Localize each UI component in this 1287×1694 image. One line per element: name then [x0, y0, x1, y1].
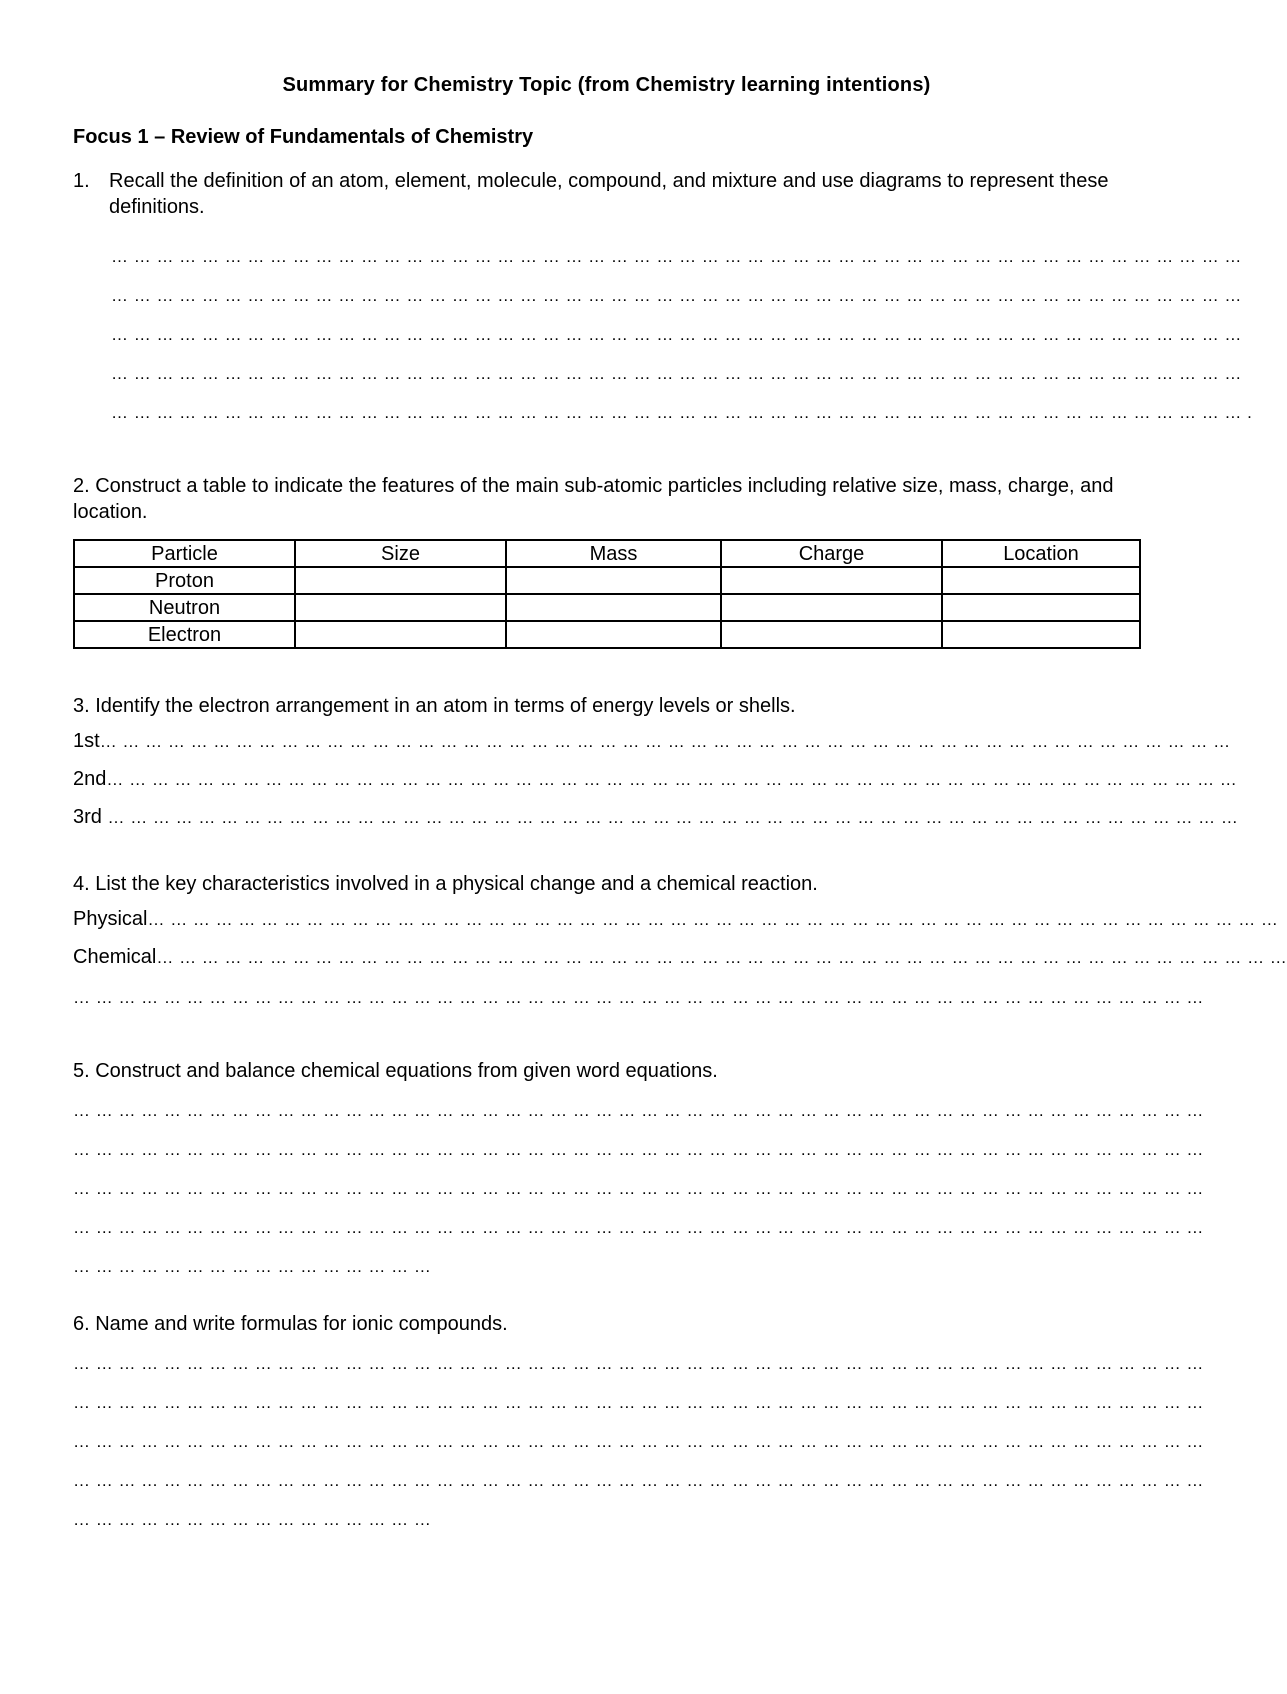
particle-table [73, 539, 1141, 649]
page-title: Summary for Chemistry Topic (from Chemistry learning intentions) [282, 74, 931, 96]
table-header: Size [295, 540, 506, 567]
answer-line: … … … … … … … … … … … … … … … … … … … … … … … … … … … … … … … … … … … … … … … … … … … … … … … … … … [73, 1101, 1204, 1120]
shell-label: 3rd [73, 806, 108, 828]
answer-line: … … … … … … … … … … … … … … … … [73, 1257, 432, 1276]
table-cell[interactable] [942, 567, 1140, 594]
answer-line: … … … … … … … … … … … … … … … … … … … … … … … … … … … … … … … … … … … … … … … … … … … … … … … … … … [73, 1393, 1204, 1412]
answer-line: … … … … … … … … … … … … … … … … … … … … … … … … … … … … … … … … … … … … … … … … … … … … … … … … … … [73, 988, 1204, 1007]
physical-label: Physical [73, 908, 148, 930]
answer-line: … … … … … … … … … … … … … … … … … … … … … … … … … … … … … … … … … … … … … … … … … … … … … … … … … … [111, 247, 1242, 266]
table-header: Particle [74, 540, 295, 567]
question-6-text: 6. Name and write formulas for ionic compounds. [73, 1313, 508, 1335]
table-cell[interactable] [506, 567, 721, 594]
question-5-text: 5. Construct and balance chemical equations from given word equations. [73, 1060, 718, 1082]
answer-line: … … … … … … … … … … … … … … … … … … … … … … … … … … … … … … … … … … … … … … … … … … … … … … … … … … [147, 910, 1279, 929]
question-2-text: 2. Construct a table to indicate the features of the main sub-atomic particles including relative size, mass, charge, and location. [73, 475, 1114, 523]
shell-label: 2nd [73, 768, 107, 790]
answer-line: … … … … … … … … … … … … … … … … … … … … … … … … … … … … … … … … … … … … … … … … … … … … … … … … … … [111, 286, 1242, 305]
physical-line [73, 908, 1279, 930]
table-row [74, 567, 1140, 594]
shell-line-1 [73, 730, 1231, 752]
answer-line: … … … … … … … … … … … … … … … … … … … … … … … … … … … … … … … … … … … … … … … … … … … … … … … … … … [111, 325, 1242, 344]
question-1-text: Recall the definition of an atom, element, molecule, compound, and mixture and use diagrams to represent these definitions. [109, 170, 1109, 218]
answer-line: … … … … … … … … … … … … … … … … … … … … … … … … … … … … … … … … … … … … … … … … … … … … … … … … … … [73, 1179, 1204, 1198]
table-cell[interactable] [506, 594, 721, 621]
table-row-label: Neutron [74, 594, 295, 621]
answer-line: … … … … … … … … … … … … … … … … … … … … … … … … … … … … … … … … … … … … … … … … … … … … … … … … … … [111, 364, 1242, 383]
question-3-text: 3. Identify the electron arrangement in an atom in terms of energy levels or shells. [73, 695, 796, 717]
table-row-label: Proton [74, 567, 295, 594]
table-cell[interactable] [721, 594, 942, 621]
table-row [74, 621, 1140, 648]
answer-line: … … … … … … … … … … … … … … … … [73, 1510, 432, 1529]
shell-line-2 [73, 768, 1238, 790]
shell-label: 1st [73, 730, 100, 752]
question-1-number: 1. [73, 170, 90, 192]
answer-line: … … … … … … … … … … … … … … … … … … … … … … … … … … … … … … … … … … … … … … … … … … … … … … … … … … [99, 732, 1231, 751]
table-cell[interactable] [295, 594, 506, 621]
table-header: Charge [721, 540, 942, 567]
table-header: Mass [506, 540, 721, 567]
table-cell[interactable] [721, 567, 942, 594]
chemical-line [73, 946, 1287, 968]
table-row-label: Electron [74, 621, 295, 648]
shell-line-3 [73, 806, 1239, 828]
question-1 [73, 168, 1140, 220]
answer-line: … … … … … … … … … … … … … … … … … … … … … … … … … … … … … … … … … … … … … … … … … … … … … … … … … … [106, 770, 1238, 789]
answer-line: … … … … … … … … … … … … … … … … … … … … … … … … … … … … … … … … … … … … … … … … … … … … … … … … … … [73, 1140, 1204, 1159]
table-row [74, 594, 1140, 621]
table-cell[interactable] [942, 594, 1140, 621]
question-4-text: 4. List the key characteristics involved in a physical change and a chemical reaction. [73, 873, 818, 895]
answer-line: … … … … … … … … … … … … … … … … … … … … … … … … … … … … … … … … … … … … … … … … … … … … … … … … … … . [111, 403, 1253, 422]
table-cell[interactable] [295, 567, 506, 594]
table-cell[interactable] [721, 621, 942, 648]
table-header: Location [942, 540, 1140, 567]
answer-line: … … … … … … … … … … … … … … … … … … … … … … … … … … … … … … … … … … … … … … … … … … … … … … … … … … [107, 808, 1239, 827]
table-cell[interactable] [295, 621, 506, 648]
table-cell[interactable] [506, 621, 721, 648]
answer-line: … … … … … … … … … … … … … … … … … … … … … … … … … … … … … … … … … … … … … … … … … … … … … … … … … … [73, 1471, 1204, 1490]
table-cell[interactable] [942, 621, 1140, 648]
answer-line: … … … … … … … … … … … … … … … … … … … … … … … … … … … … … … … … … … … … … … … … … … … … … … … … … … [73, 1354, 1204, 1373]
answer-line: … … … … … … … … … … … … … … … … … … … … … … … … … … … … … … … … … … … … … … … … … … … … … … … … … … [156, 948, 1287, 967]
focus-heading: Focus 1 – Review of Fundamentals of Chemistry [73, 126, 534, 148]
table-header-row [74, 540, 1140, 567]
answer-line: … … … … … … … … … … … … … … … … … … … … … … … … … … … … … … … … … … … … … … … … … … … … … … … … … … [73, 1432, 1204, 1451]
chemical-label: Chemical [73, 946, 157, 968]
answer-line: … … … … … … … … … … … … … … … … … … … … … … … … … … … … … … … … … … … … … … … … … … … … … … … … … … [73, 1218, 1204, 1237]
